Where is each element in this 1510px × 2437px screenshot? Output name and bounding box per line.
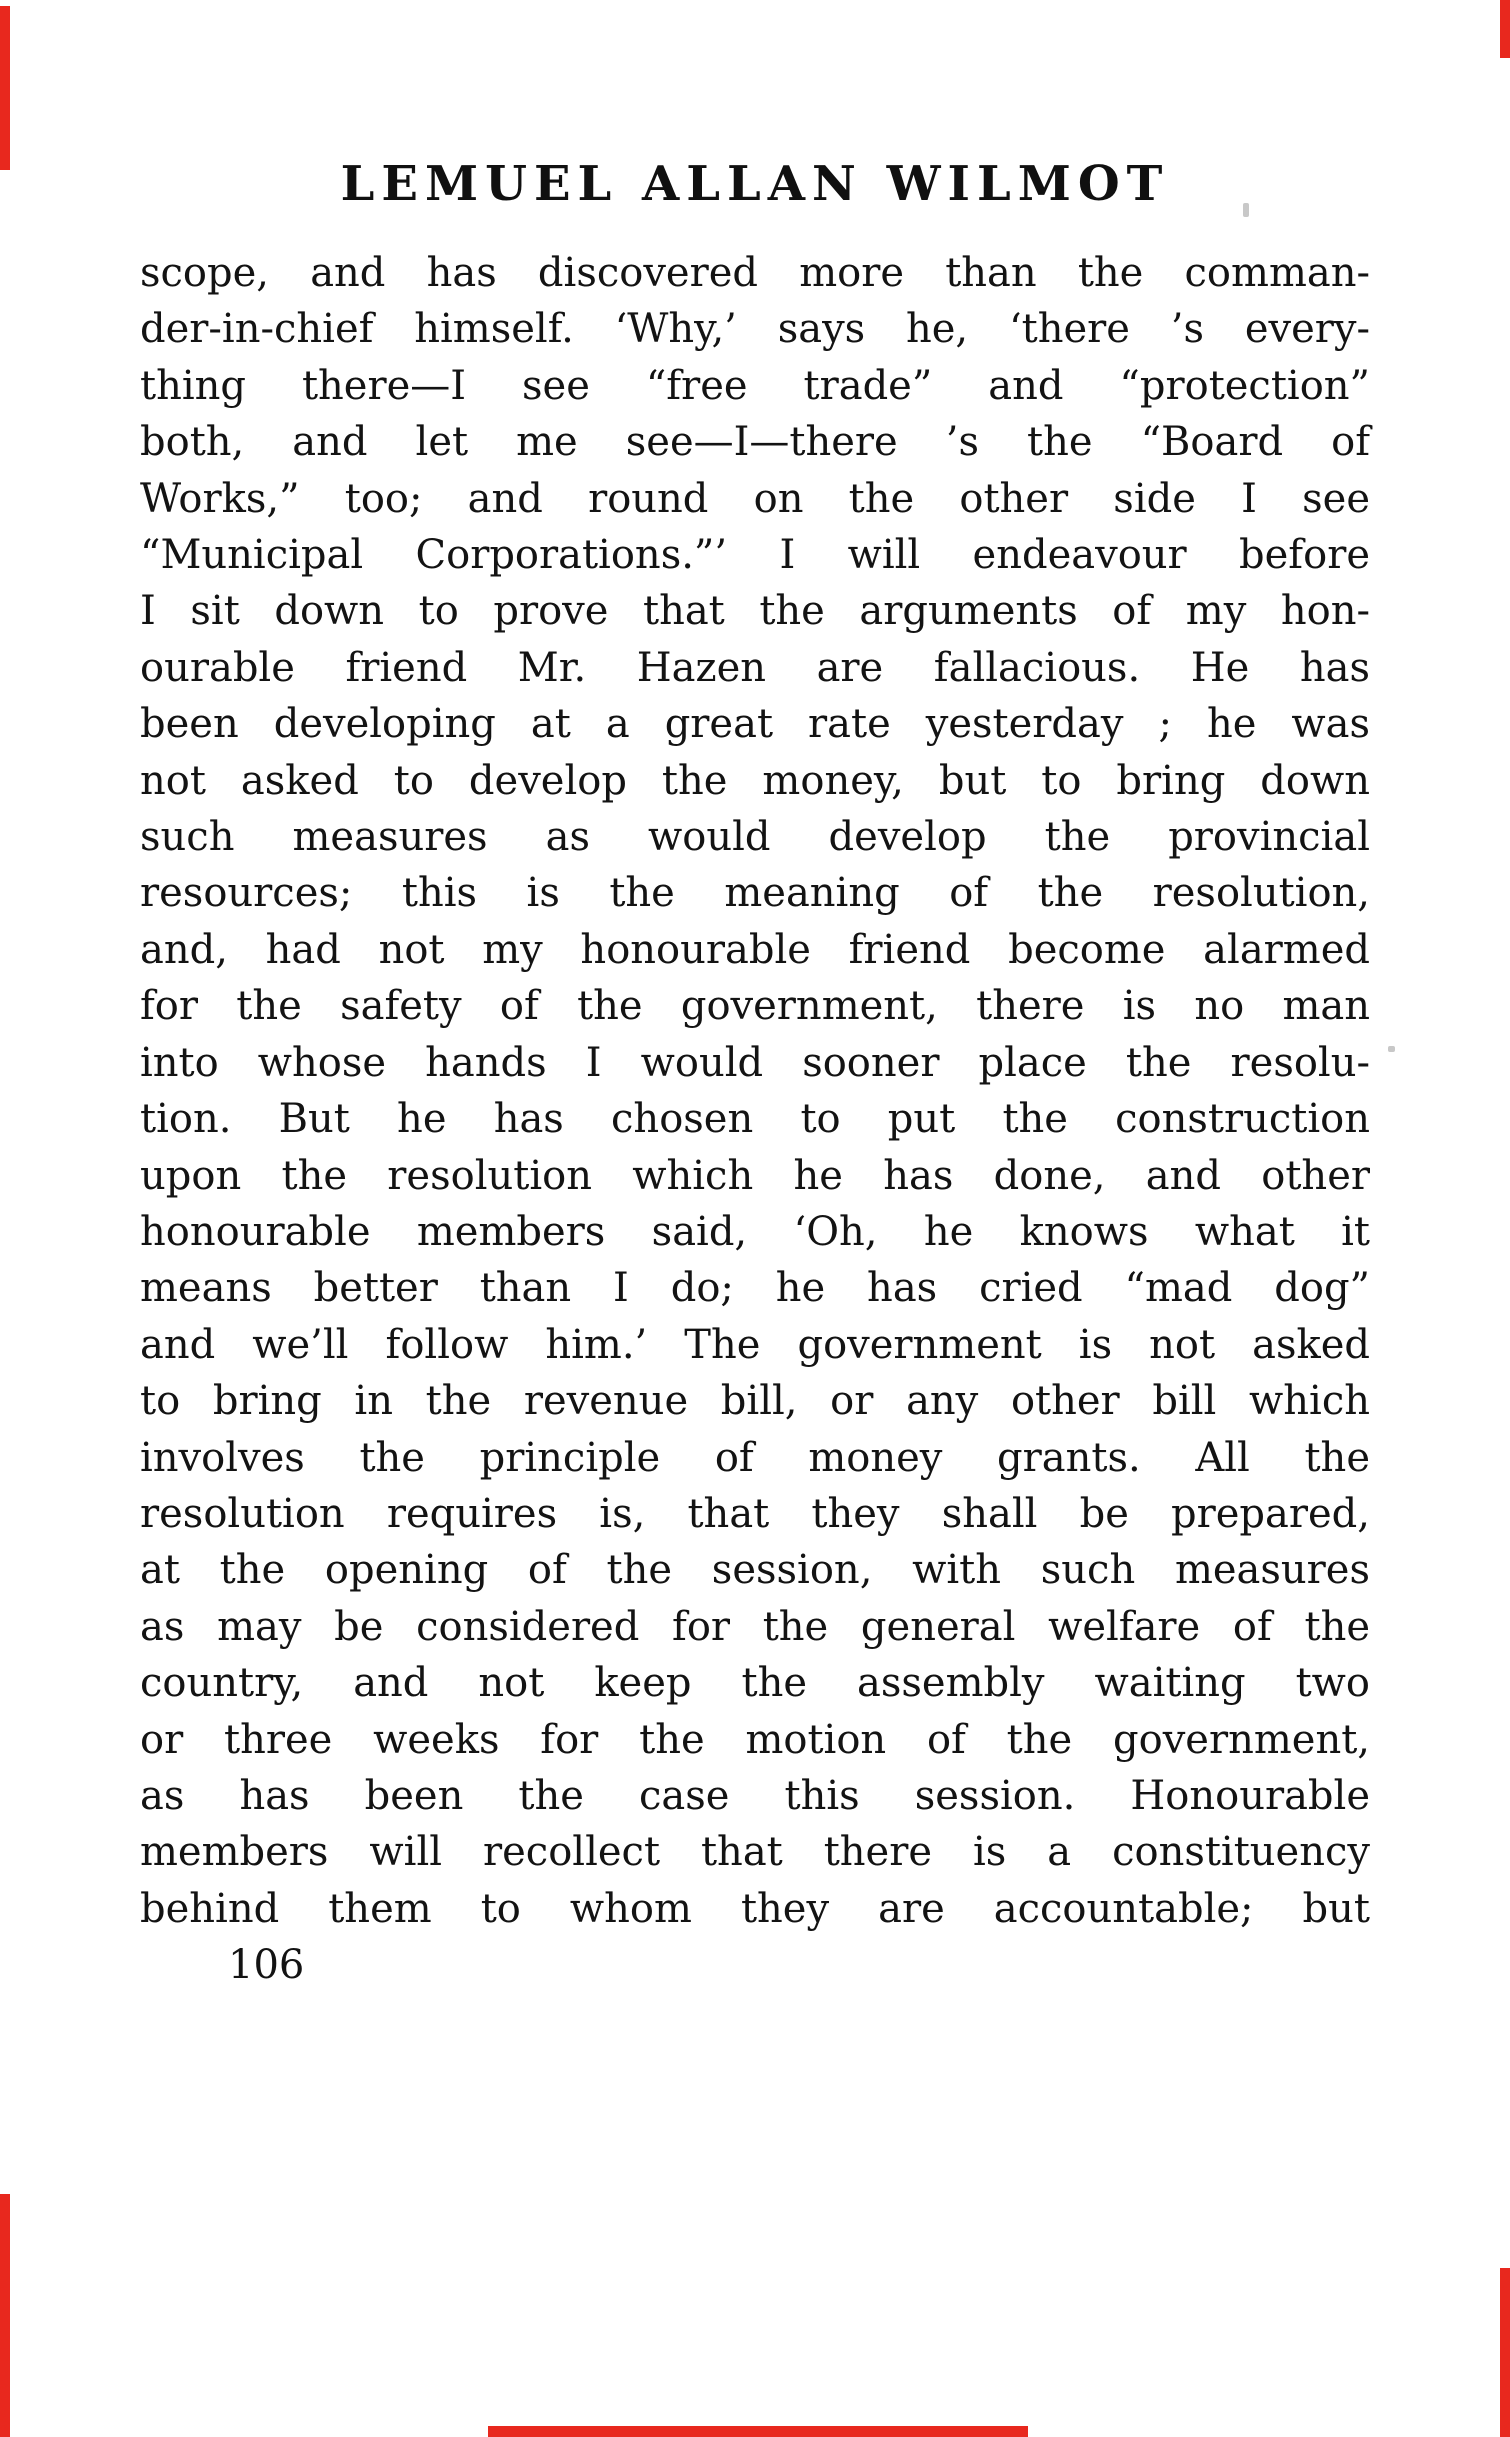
text-line: upon the resolution which he has done, and other [140, 1152, 1370, 1199]
text-line: means better than I do; he has cried “mad dog” [140, 1265, 1370, 1312]
text-line: I sit down to prove that the arguments of my hon- [140, 588, 1370, 635]
text-line: involves the principle of money grants. All the [140, 1434, 1370, 1481]
scan-artifact-right-top [1500, 0, 1510, 58]
text-line: been developing at a great rate yesterday ; he was [140, 701, 1370, 748]
text-line: and, had not my honourable friend become alarmed [140, 926, 1370, 973]
text-line: such measures as would develop the provincial [140, 814, 1370, 861]
scan-speck [1243, 203, 1249, 217]
text-line: thing there—I see “free trade” and “protection” [140, 362, 1370, 409]
text-line: as has been the case this session. Honourable [140, 1772, 1370, 1819]
scan-artifact-left-top [0, 6, 10, 170]
text-line: country, and not keep the assembly waiting two [140, 1660, 1370, 1707]
text-line: both, and let me see—I—there ’s the “Board of [140, 419, 1370, 466]
text-line: “Municipal Corporations.”’ I will endeavour before [140, 532, 1370, 579]
page-number: 106 [228, 1942, 305, 1988]
scan-artifact-left-bottom [0, 2194, 10, 2437]
text-line: not asked to develop the money, but to bring down [140, 757, 1370, 804]
text-line: Works,” too; and round on the other side I see [140, 475, 1370, 522]
text-line: or three weeks for the motion of the government, [140, 1716, 1370, 1763]
text-line: as may be considered for the general welfare of the [140, 1603, 1370, 1650]
text-line: der-in-chief himself. ‘Why,’ says he, ‘there ’s every- [140, 306, 1370, 353]
text-line: into whose hands I would sooner place the resolu- [140, 1039, 1370, 1086]
text-line: and we’ll follow him.’ The government is not asked [140, 1321, 1370, 1368]
text-line: resources; this is the meaning of the resolution, [140, 870, 1370, 917]
text-line: scope, and has discovered more than the comman- [140, 250, 1370, 296]
text-line: honourable members said, ‘Oh, he knows what it [140, 1208, 1370, 1255]
body-text [140, 245, 1370, 1937]
text-line: tion. But he has chosen to put the construction [140, 1096, 1370, 1143]
text-line: behind them to whom they are accountable; but [140, 1885, 1370, 1932]
text-line: to bring in the revenue bill, or any other bill which [140, 1378, 1370, 1425]
text-line: ourable friend Mr. Hazen are fallacious. He has [140, 644, 1370, 691]
scan-speck [1388, 1046, 1395, 1052]
text-line: resolution requires is, that they shall be prepared, [140, 1490, 1370, 1537]
scan-artifact-bottom-mid [488, 2426, 1028, 2437]
text-line: at the opening of the session, with such measures [140, 1547, 1370, 1594]
page-heading: LEMUEL ALLAN WILMOT [340, 156, 1170, 212]
text-line: for the safety of the government, there is no man [140, 983, 1370, 1030]
scan-artifact-right-bottom [1500, 2268, 1510, 2437]
text-line: members will recollect that there is a constituency [140, 1829, 1370, 1876]
